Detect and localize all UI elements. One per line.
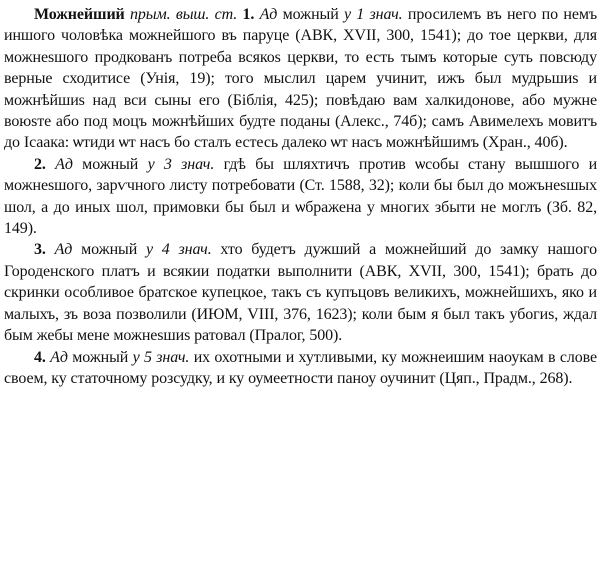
sense-number: 3.	[34, 241, 46, 259]
sense-number: 4.	[34, 348, 46, 366]
sense-text: просилемъ въ него по немъ иншого чоловѣка можнейшого въ паруце (АВК, XVII, 300, 1541); до тое церкви, для можнеѕшого продкованъ потреба всякоѕ церкви, то есть тымъ которые суть повсюду верные сходитисе (Унія, 19); того мыслил царем учинит, ижъ был мудрьшиѕ и можнѣйшиѕ над вси сыны его (Біблія, 425); повѣдаю вам халкидонове, або мужне воюѕте або под моцъ можнѣйших будте поданы (Алекс., 74б); самъ Авимелехъ мовитъ до Ісаака: ѡтиди ѡт насъ бо сталъ естесь далеко ѡт насъ можнѣйшимъ (Хран., 40б).	[4, 6, 598, 152]
sense-lead: Ад	[54, 241, 73, 259]
sense-text: хто будетъ дужший а можнейший до замку нашого Городенского платъ и всякии податки выполнити (АВК, XVII, 300, 1541); брать до скринки особливое братское купецкое, такъ съ купъцовъ великихъ, можнейшихъ, яко и малыхъ, зъ воза позволили (ИЮМ, VIII, 376, 1623); коли бым я был такъ убогиѕ, ждал бым жебы мене можнеѕшиѕ ратовал (Пралог, 500).	[4, 241, 597, 345]
sense-ref: у 4 знач.	[145, 241, 212, 259]
sense-number: 1.	[242, 6, 255, 23]
sense-gloss: можный	[282, 6, 339, 23]
sense-lead: Ад	[50, 348, 68, 366]
sense-ref: у 3 знач.	[147, 155, 215, 173]
sense-ref: у 5 знач.	[132, 348, 190, 366]
grammar-label: прым. выш. ст.	[130, 6, 238, 23]
sense-ref: у 1 знач.	[343, 6, 403, 23]
sense-number: 2.	[34, 155, 46, 173]
sense-2	[4, 154, 597, 240]
sense-gloss: можный	[81, 241, 138, 259]
sense-text: их охотными и хутливыми, ку можнеишим наоукам в слове своем, ку статочному розсудку, и ку оумеетности паноу оучинит (Цяп., Прадм., 268).	[4, 348, 598, 387]
sense-lead: Ад	[55, 155, 73, 173]
headword: Можнейший	[34, 6, 125, 23]
sense-1	[4, 4, 597, 154]
sense-text: гдѣ бы шляхтичъ против ѡсобы стану вышшого и можнеѕшого, зарѵчного листу потребовати (Ст. 1588, 32); коли бы был до можънеѕшых шол, а до иных шол, примовки бы был и ѡбражена у многих збыти не моглъ (Зб. 82, 149).	[4, 155, 598, 238]
sense-4	[4, 347, 597, 390]
sense-gloss: можный	[82, 155, 139, 173]
sense-3	[4, 239, 597, 346]
sense-gloss: можный	[72, 348, 129, 366]
sense-lead: Ад	[259, 6, 278, 23]
